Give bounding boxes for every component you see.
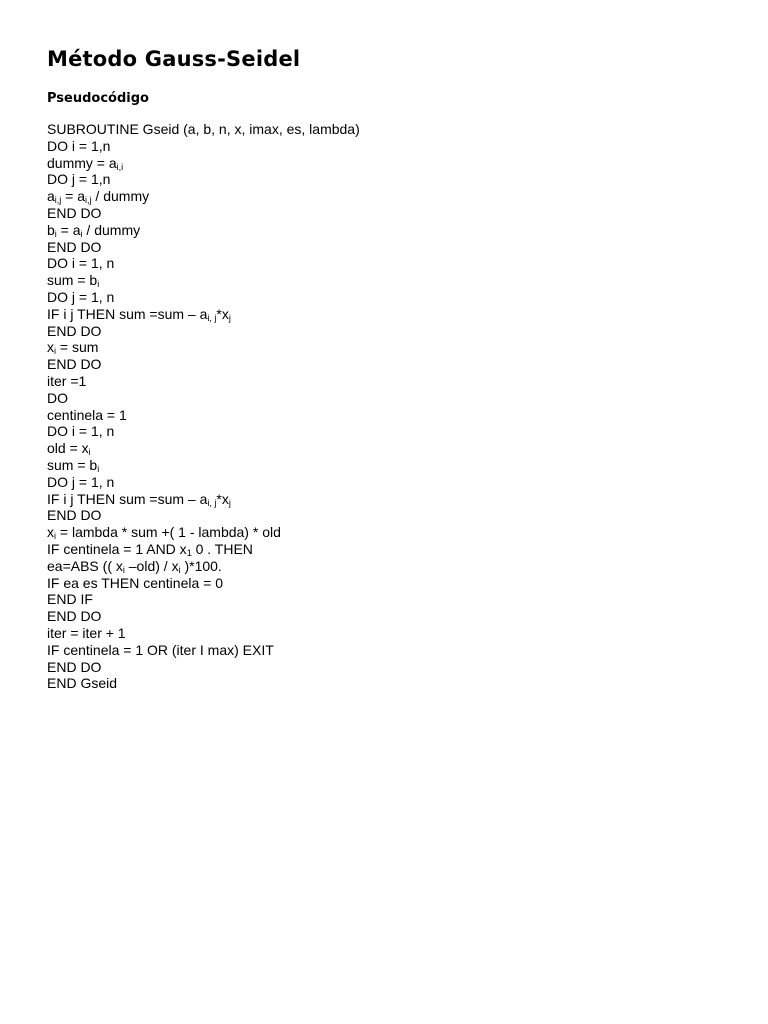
code-line: DO i = 1,n — [47, 137, 111, 154]
code-line: bi = ai / dummy — [47, 221, 141, 239]
code-line: DO i = 1, n — [47, 255, 115, 272]
subscript: i — [54, 228, 57, 239]
code-line: sum = bi — [47, 272, 100, 290]
code-line: xi = sum — [47, 339, 99, 357]
code-line: ea=ABS (( xi –old) / xi )*100. — [47, 557, 222, 575]
code-line: iter =1 — [47, 372, 87, 389]
code-line: dummy = ai,i — [47, 154, 124, 172]
code-line: END DO — [47, 238, 102, 255]
code-line: xi = lambda * sum +( 1 - lambda) * old — [47, 524, 281, 542]
subscript: i, j — [207, 312, 217, 323]
section-heading: Pseudocódigo — [47, 91, 149, 106]
code-line: old = xi — [47, 440, 91, 458]
code-line: END DO — [47, 356, 102, 373]
code-line: IF i j THEN sum =sum – ai, j*xj — [47, 490, 231, 508]
code-line: END DO — [47, 608, 102, 625]
subscript: i — [97, 463, 100, 474]
code-line: DO i = 1, n — [47, 423, 115, 440]
pseudocode-block — [47, 121, 727, 692]
subscript: 1 — [186, 547, 192, 558]
code-line: END DO — [47, 507, 102, 524]
subscript: j — [228, 312, 231, 323]
code-line: IF ea es THEN centinela = 0 — [47, 574, 223, 591]
code-line: IF i j THEN sum =sum – ai, j*xj — [47, 305, 231, 323]
subscript: i,i — [116, 161, 124, 172]
code-line: DO j = 1, n — [47, 288, 115, 305]
subscript: i — [178, 564, 181, 575]
code-line: sum = bi — [47, 456, 100, 474]
code-line: iter = iter + 1 — [47, 624, 126, 641]
document-page — [47, 44, 727, 692]
code-line: DO j = 1,n — [47, 171, 111, 188]
code-line: END DO — [47, 658, 102, 675]
code-line: END IF — [47, 591, 93, 608]
code-line: END DO — [47, 322, 102, 339]
code-line: DO — [47, 389, 68, 406]
code-line: DO j = 1, n — [47, 473, 115, 490]
code-line: centinela = 1 — [47, 406, 127, 423]
code-line: END Gseid — [47, 675, 118, 692]
code-line: END DO — [47, 204, 102, 221]
subscript: i,j — [85, 195, 92, 206]
code-line: SUBROUTINE Gseid (a, b, n, x, imax, es, lambda) — [47, 121, 360, 137]
code-line: IF centinela = 1 AND x1 0 . THEN — [47, 540, 253, 558]
subscript: i, j — [207, 497, 217, 508]
subscript: i — [122, 564, 125, 575]
subscript: j — [228, 497, 231, 508]
subscript: i — [54, 346, 56, 357]
code-line: ai,j = ai,j / dummy — [47, 188, 150, 206]
code-line: IF centinela = 1 OR (iter I max) EXIT — [47, 641, 274, 658]
subscript: i — [80, 228, 83, 239]
document-title: Método Gauss-Seidel — [47, 47, 301, 71]
subscript: i — [88, 447, 91, 458]
subscript: i — [97, 279, 100, 290]
subscript: i,j — [54, 195, 62, 206]
subscript: i — [54, 531, 56, 542]
